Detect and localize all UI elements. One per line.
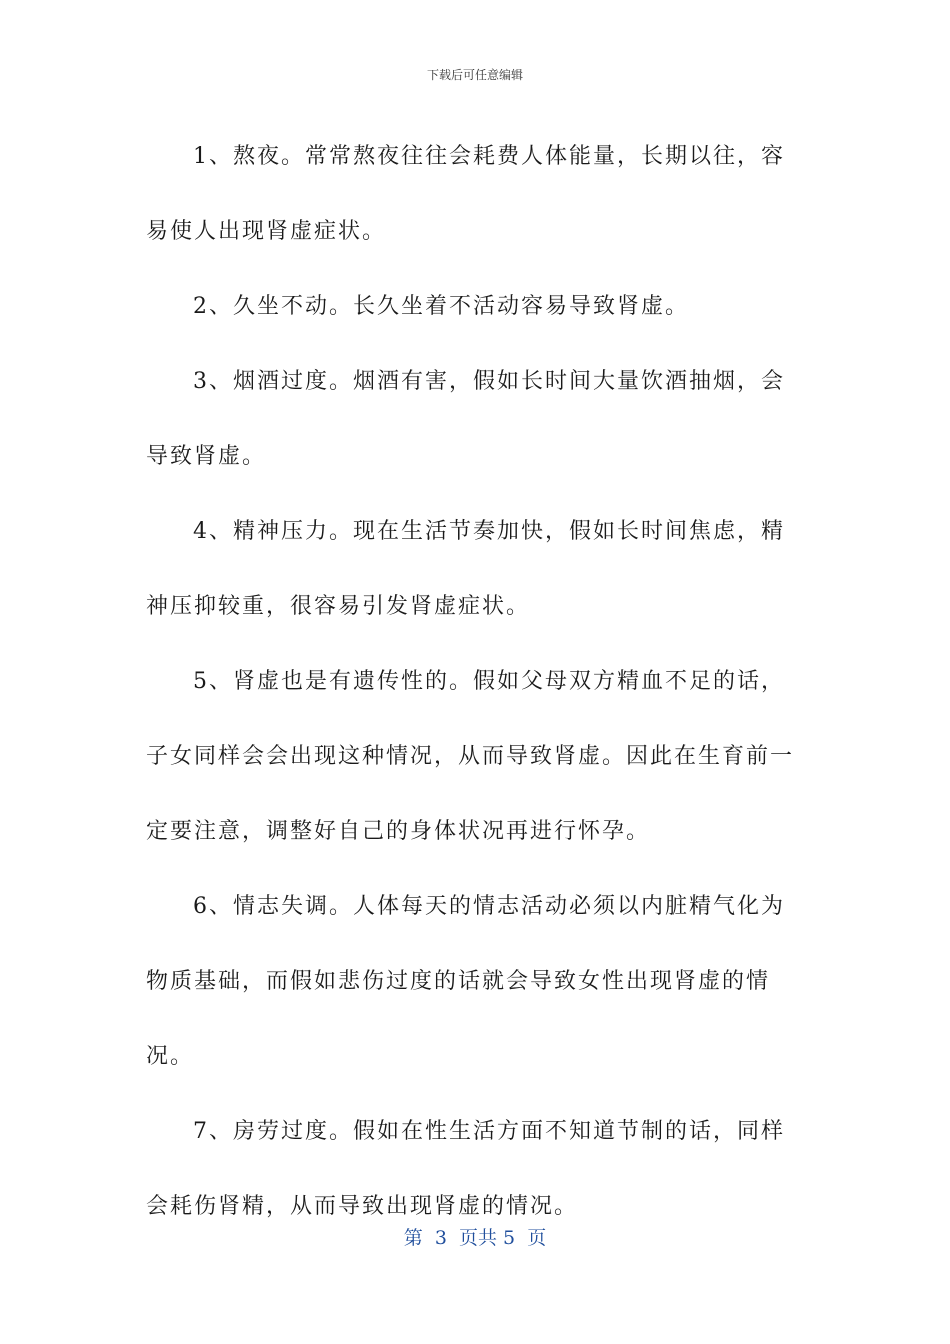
- paragraph-3: 3、烟酒过度。烟酒有害，假如长时间大量饮酒抽烟，会导致肾虚。: [146, 369, 785, 469]
- paragraph-7: 7、房劳过度。假如在性生活方面不知道节制的话，同样会耗伤肾精，从而导致出现肾虚的情况。: [146, 1119, 785, 1219]
- page-number-footer: 第 3 页共 5 页: [403, 1227, 547, 1249]
- paragraph-2: 2、久坐不动。长久坐着不活动容易导致肾虚。: [193, 294, 689, 319]
- document-body: [146, 119, 806, 1244]
- paragraph-6: 6、情志失调。人体每天的情志活动必须以内脏精气化为物质基础，而假如悲伤过度的话就会导致女性出现肾虚的情况。: [146, 894, 785, 1069]
- paragraph-4: 4、精神压力。现在生活节奏加快，假如长时间焦虑，精神压抑较重，很容易引发肾虚症状。: [146, 519, 785, 619]
- page-header: 下载后可任意编辑: [426, 68, 523, 82]
- paragraph-5: 5、肾虚也是有遗传性的。假如父母双方精血不足的话，子女同样会会出现这种情况，从而导致肾虚。因此在生育前一定要注意，调整好自己的身体状况再进行怀孕。: [146, 669, 795, 844]
- paragraph-1: 1、熬夜。常常熬夜往往会耗费人体能量，长期以往，容易使人出现肾虚症状。: [146, 144, 785, 244]
